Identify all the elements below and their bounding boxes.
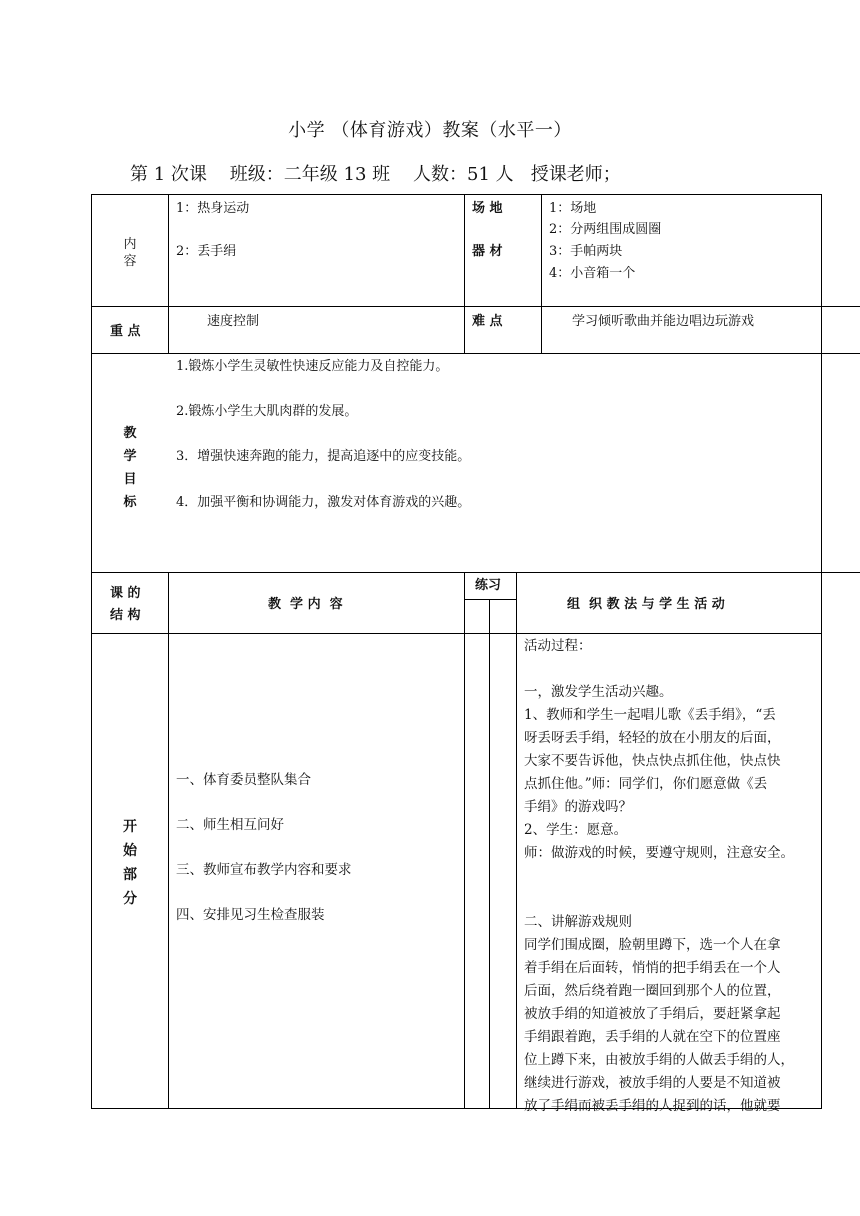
activity-process	[524, 635, 819, 1118]
organization-header: 组 织 教 法 与 学 生 活 动	[567, 597, 725, 612]
equipment-item: 4：小音箱一个	[549, 266, 636, 281]
content-label: 内 容	[123, 237, 137, 269]
activity-line: 师：做游戏的时候，要遵守规则，注意安全。	[524, 845, 794, 861]
content-item: 2：丢手绢	[176, 244, 237, 259]
opening-item: 四、安排见习生检查服装	[176, 907, 325, 923]
activity-line: 手绢》的游戏吗？	[524, 799, 632, 815]
content-item: 1：热身运动	[176, 201, 250, 216]
opening-item: 一、体育委员整队集合	[176, 772, 311, 788]
equipment-item: 2：分两组围成圆圈	[549, 222, 662, 237]
activity-line: 二、讲解游戏规则	[524, 914, 632, 930]
activity-line	[524, 865, 819, 888]
difficulty-label: 难 点	[472, 314, 503, 329]
goal-item: 1.锻炼小学生灵敏性快速反应能力及自控能力。	[176, 359, 449, 374]
class-info-line: 第 1 次课 班级：二年级 13 班 人数：51 人 授课老师；	[130, 164, 621, 185]
activity-line: 大家不要告诉他，快点快点抓住他，快点快	[524, 753, 781, 769]
teaching-goals-label: 教 学 目 标	[123, 426, 137, 510]
opening-item: 二、师生相互问好	[176, 817, 284, 833]
opening-item: 三、教师宣布教学内容和要求	[176, 862, 352, 878]
activity-line: 后面，然后绕着跑一圈回到那个人的位置，	[524, 983, 781, 999]
activity-line: 继续进行游戏，被放手绢的人要是不知道被	[524, 1075, 781, 1091]
activity-line: 同学们围成圈，脸朝里蹲下，选一个人在拿	[524, 937, 781, 953]
activity-line: 放了手绢而被丢手绢的人捉到的话，他就要	[524, 1098, 781, 1114]
structure-header-line2: 结 构	[110, 608, 141, 623]
activity-line: 位上蹲下来，由被放手绢的人做丢手绢的人，	[524, 1052, 794, 1068]
equipment-item: 1：场地	[549, 201, 597, 216]
difficulty-text: 学习倾听歌曲并能边唱边玩游戏	[572, 314, 755, 329]
venue-label: 场 地	[472, 201, 503, 216]
activity-line: 手绢跟着跑，丢手绢的人就在空下的位置座	[524, 1029, 781, 1045]
teaching-content-header: 教 学 内 容	[268, 597, 343, 612]
equipment-label: 器 材	[472, 244, 503, 259]
goal-item: 3．增强快速奔跑的能力，提高追逐中的应变技能。	[176, 449, 471, 464]
document-title: 小学 （体育游戏）教案（水平一）	[288, 120, 572, 141]
goal-item: 2.锻炼小学生大肌肉群的发展。	[176, 404, 358, 419]
activity-line: 一，激发学生活动兴趣。	[524, 684, 673, 700]
goal-item: 4．加强平衡和协调能力，激发对体育游戏的兴趣。	[176, 495, 471, 510]
equipment-item: 3：手帕两块	[549, 244, 623, 259]
opening-section-label: 开 始 部 分	[123, 819, 137, 907]
key-point-text: 速度控制	[207, 314, 260, 329]
activity-line	[524, 658, 819, 681]
activity-line	[524, 888, 819, 911]
activity-line: 被放手绢的知道被放了手绢后，要赶紧拿起	[524, 1006, 781, 1022]
activity-line: 着手绢在后面转，悄悄的把手绢丢在一个人	[524, 960, 781, 976]
structure-header-line1: 课 的	[110, 586, 141, 601]
activity-line: 活动过程：	[524, 638, 592, 654]
activity-line: 1、教师和学生一起唱儿歌《丢手绢》，“丢	[524, 707, 776, 723]
activity-line: 呀丢呀丢手绢，轻轻的放在小朋友的后面，	[524, 730, 781, 746]
activity-line: 2、学生：愿意。	[524, 822, 628, 838]
key-point-label: 重 点	[110, 324, 141, 339]
activity-line: 点抓住他。”师：同学们，你们愿意做《丢	[524, 776, 768, 792]
practice-header: 练习	[475, 578, 502, 593]
